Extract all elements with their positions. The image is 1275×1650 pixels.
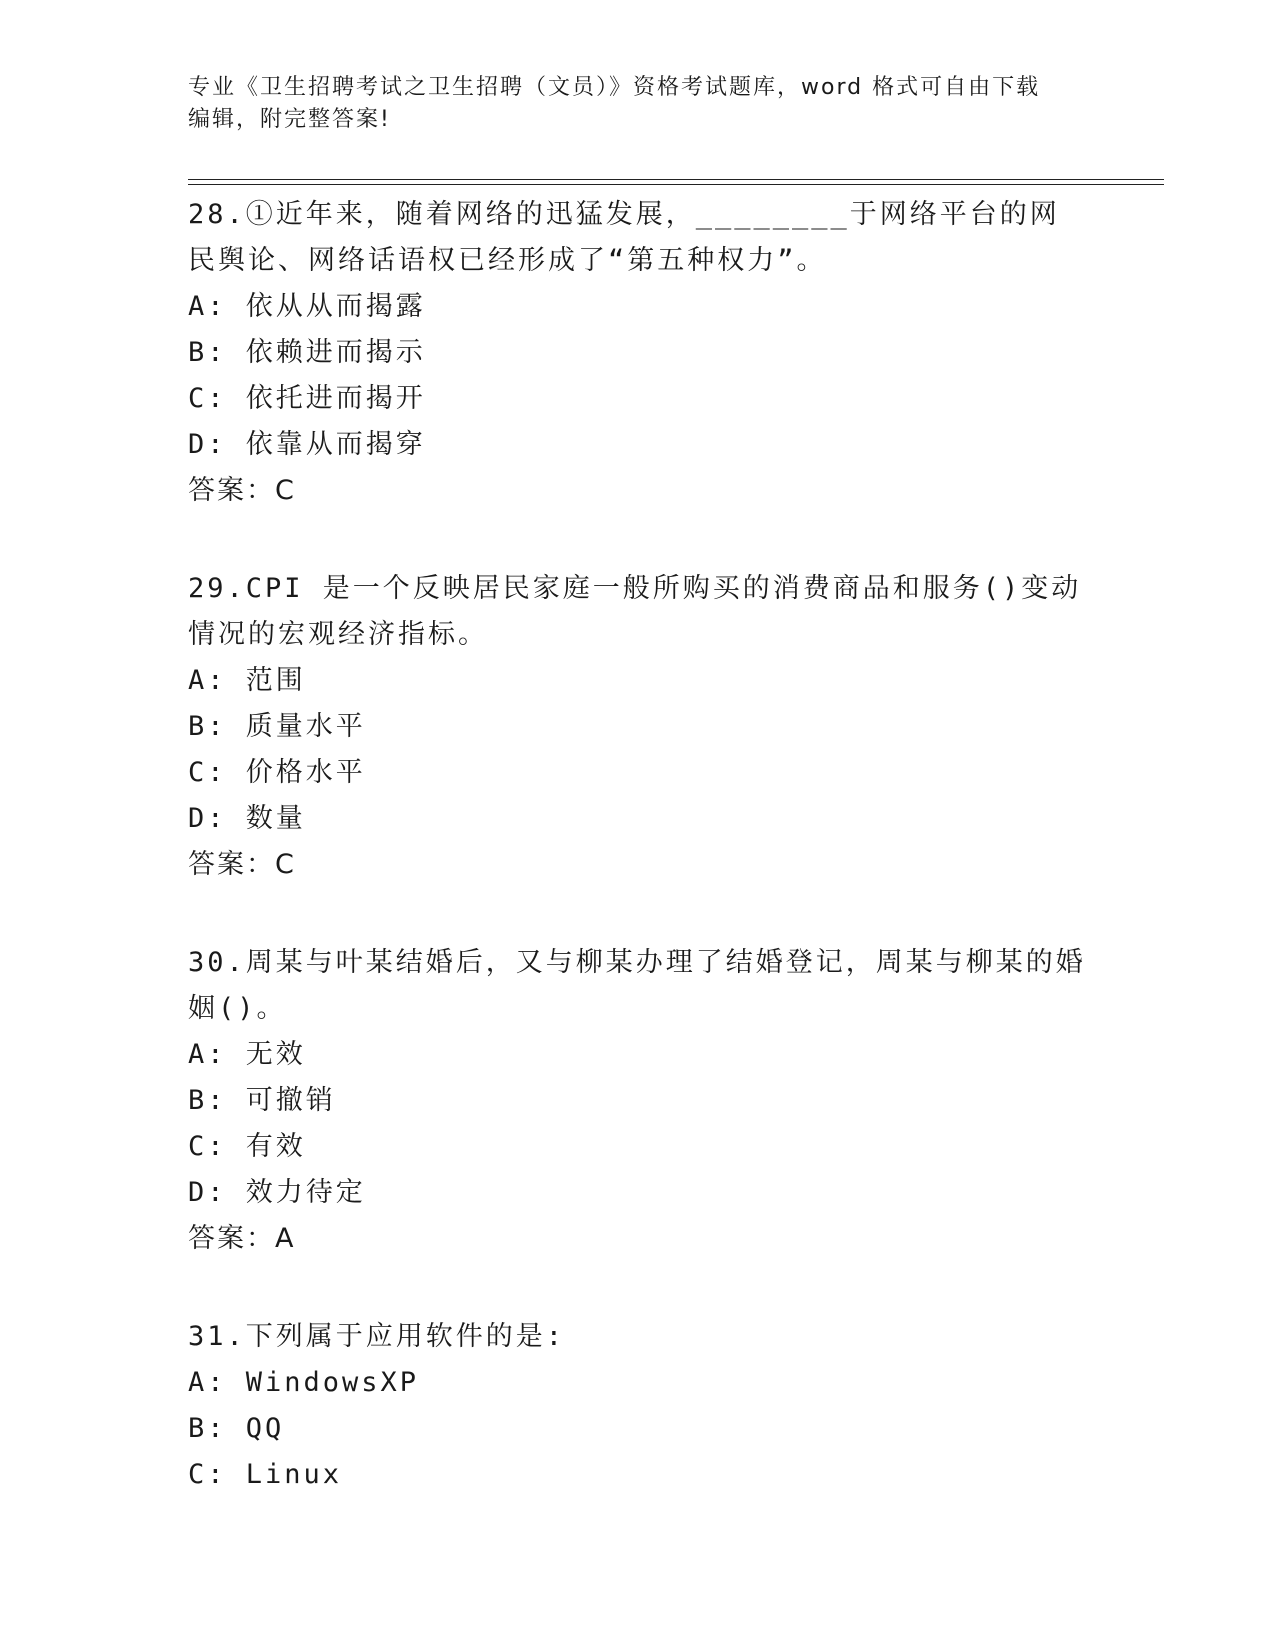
question-text: 31.下列属于应用软件的是: [188, 1321, 566, 1352]
option-b: B: 可撤销 [188, 1085, 336, 1116]
option-d: D: 数量 [188, 803, 306, 834]
option-a: A: 范围 [188, 665, 306, 696]
header-divider-top [188, 179, 1164, 180]
question-29 [188, 566, 1088, 888]
question-28 [188, 192, 1088, 514]
answer: 答案：C [188, 849, 296, 880]
option-a: A: 依从从而揭露 [188, 291, 426, 322]
option-b: B: 依赖进而揭示 [188, 337, 426, 368]
answer: 答案：A [188, 1223, 296, 1254]
question-30 [188, 940, 1088, 1262]
document-header [188, 72, 1088, 136]
option-b: B: QQ [188, 1413, 285, 1444]
option-c: C: Linux [188, 1459, 343, 1490]
header-line-2: 编辑，附完整答案! [188, 107, 391, 132]
option-c: C: 价格水平 [188, 757, 366, 788]
header-divider-bottom [188, 184, 1164, 185]
option-a: A: WindowsXP [188, 1367, 420, 1398]
option-a: A: 无效 [188, 1039, 306, 1070]
question-text: 29.CPI 是一个反映居民家庭一般所购买的消费商品和服务()变动情况的宏观经济指标。 [188, 573, 1082, 650]
question-list [188, 192, 1088, 1550]
option-c: C: 依托进而揭开 [188, 383, 426, 414]
option-b: B: 质量水平 [188, 711, 366, 742]
question-text: 28.①近年来，随着网络的迅猛发展，________于网络平台的网民舆论、网络话语权已经形成了“第五种权力”。 [188, 199, 1060, 276]
option-d: D: 效力待定 [188, 1177, 366, 1208]
answer: 答案：C [188, 475, 296, 506]
option-c: C: 有效 [188, 1131, 306, 1162]
question-text: 30.周某与叶某结婚后，又与柳某办理了结婚登记，周某与柳某的婚姻()。 [188, 947, 1086, 1024]
header-line-1: 专业《卫生招聘考试之卫生招聘（文员）》资格考试题库，word 格式可自由下载 [188, 75, 1041, 100]
question-31 [188, 1314, 1088, 1498]
option-d: D: 依靠从而揭穿 [188, 429, 426, 460]
